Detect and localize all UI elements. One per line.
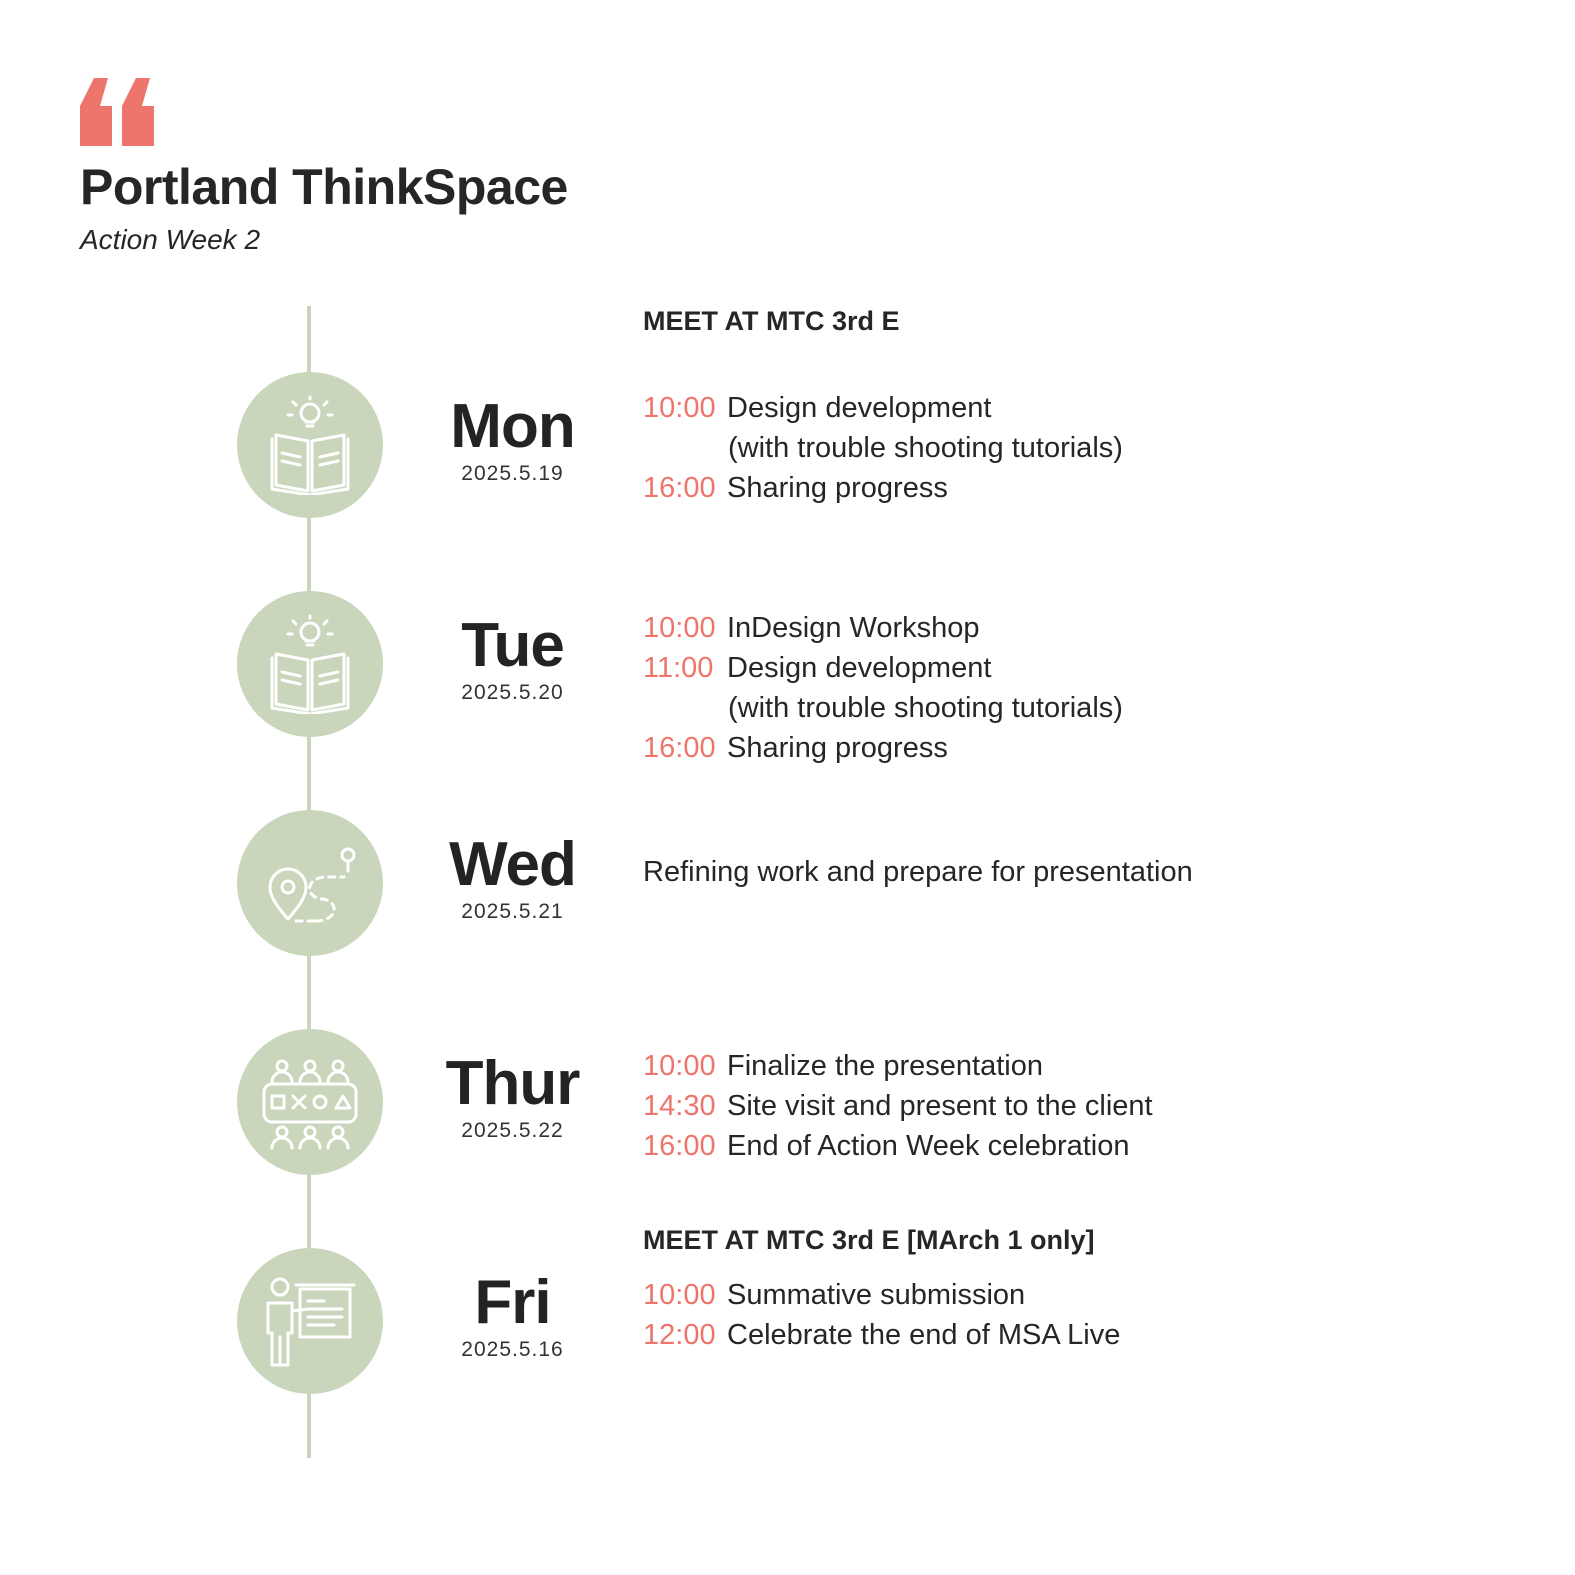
schedule-wed xyxy=(643,852,1193,892)
day-icon-circle-wed xyxy=(237,810,383,956)
schedule-item xyxy=(643,648,1123,688)
item-time: 10:00 xyxy=(643,1279,716,1311)
day-name: Fri xyxy=(474,1268,551,1337)
book-lightbulb-icon xyxy=(260,614,360,714)
day-name: Thur xyxy=(445,1049,580,1118)
quote-mark-icon xyxy=(78,78,156,146)
day-date: 2025.5.20 xyxy=(461,681,564,704)
schedule-item xyxy=(643,1086,1153,1126)
schedule-mon xyxy=(643,388,1123,508)
item-text: Finalize the presentation xyxy=(727,1050,1043,1082)
day-icon-circle-fri xyxy=(237,1248,383,1394)
schedule-item xyxy=(643,728,1123,768)
day-date: 2025.5.22 xyxy=(461,1119,564,1142)
schedule-item xyxy=(643,1046,1153,1086)
schedule-item xyxy=(643,468,1123,508)
day-block-thur xyxy=(430,1049,595,1143)
meeting-note: MEET AT MTC 3rd E xyxy=(643,306,900,336)
schedule-note: Refining work and prepare for presentation xyxy=(643,856,1193,888)
item-text: End of Action Week celebration xyxy=(727,1130,1130,1162)
item-text: Summative submission xyxy=(727,1279,1026,1311)
item-text: InDesign Workshop xyxy=(727,612,980,644)
day-name: Tue xyxy=(461,611,564,680)
item-time: 16:00 xyxy=(643,472,716,504)
team-meeting-icon xyxy=(260,1052,360,1152)
day-date: 2025.5.19 xyxy=(461,462,564,485)
day-name: Wed xyxy=(449,830,576,899)
item-text: Sharing progress xyxy=(727,472,948,504)
item-text: Design development xyxy=(727,652,992,684)
item-time: 16:00 xyxy=(643,732,716,764)
item-text: Site visit and present to the client xyxy=(727,1090,1153,1122)
presenter-board-icon xyxy=(260,1271,360,1371)
day-name: Mon xyxy=(450,392,575,461)
item-text: Design development xyxy=(727,392,992,424)
item-time: 12:00 xyxy=(643,1319,716,1351)
schedule-fri xyxy=(643,1275,1120,1355)
schedule-item xyxy=(643,1275,1120,1315)
day-date: 2025.5.16 xyxy=(461,1338,564,1361)
schedule-item-continuation: (with trouble shooting tutorials) xyxy=(728,692,1123,724)
schedule-item xyxy=(643,1315,1120,1355)
schedule-thur xyxy=(643,1046,1153,1166)
day-icon-circle-mon xyxy=(237,372,383,518)
item-time: 16:00 xyxy=(643,1130,716,1162)
item-time: 14:30 xyxy=(643,1090,716,1122)
item-time: 10:00 xyxy=(643,392,716,424)
day-block-fri xyxy=(430,1268,595,1362)
route-pin-icon xyxy=(260,833,360,933)
item-time: 10:00 xyxy=(643,612,716,644)
item-text: Celebrate the end of MSA Live xyxy=(727,1319,1121,1351)
schedule-item xyxy=(643,608,1123,648)
schedule-item-continuation: (with trouble shooting tutorials) xyxy=(728,432,1123,464)
book-lightbulb-icon xyxy=(260,395,360,495)
day-icon-circle-tue xyxy=(237,591,383,737)
schedule-item xyxy=(643,1126,1153,1166)
day-date: 2025.5.21 xyxy=(461,900,564,923)
item-text: Sharing progress xyxy=(727,732,948,764)
day-block-tue xyxy=(430,611,595,705)
item-time: 11:00 xyxy=(643,652,714,684)
day-block-wed xyxy=(430,830,595,924)
page-title: Portland ThinkSpace xyxy=(80,159,568,215)
page-subtitle: Action Week 2 xyxy=(80,224,261,255)
schedule-item xyxy=(643,388,1123,428)
day-icon-circle-thur xyxy=(237,1029,383,1175)
meeting-note: MEET AT MTC 3rd E [MArch 1 only] xyxy=(643,1225,1095,1255)
item-time: 10:00 xyxy=(643,1050,716,1082)
schedule-tue xyxy=(643,608,1123,768)
day-block-mon xyxy=(430,392,595,486)
